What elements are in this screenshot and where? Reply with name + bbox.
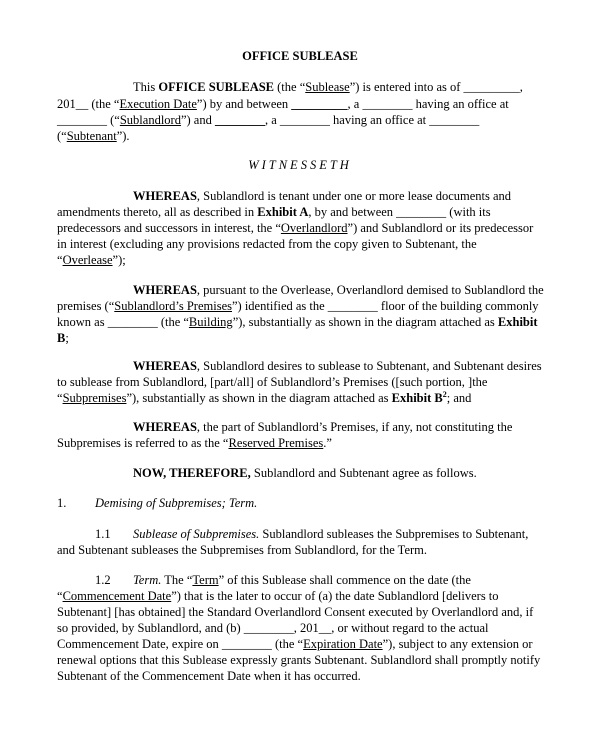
section-1-1-line-1: Sublease of Subpremises. Sublandlord subleases the Subpremises to Subtenant, [133,527,529,541]
whereas-1-line-1: WHEREAS, Sublandlord is tenant under one or more lease documents and [133,189,512,203]
whereas-1-line-5: “Overlease”); [57,253,126,267]
section-1-2-line-3: Subtenant] [has obtained] the Standard Overlandlord Consent executed by Overlandlord and, if [57,605,534,619]
whereas-1-line-2: amendments thereto, all as described in Exhibit A, by and between ________ (with its [57,205,491,219]
section-1-2-line-6: renewal options that this Sublease expressly grants Subtenant. Sublandlord shall promptly notify [57,653,541,667]
section-1-number: 1. [57,496,67,510]
section-1-1-number: 1.1 [95,527,111,541]
intro-line-4: (“Subtenant”). [57,129,130,143]
whereas-3-line-1: WHEREAS, Sublandlord desires to sublease to Subtenant, and Subtenant desires [133,359,542,373]
section-1-2-line-7: Subtenant of the Commencement Date when it has occurred. [57,669,361,683]
intro-line-1: This OFFICE SUBLEASE (the “Sublease”) is entered into as of _________, [133,80,523,94]
whereas-1-line-4: in interest (excluding any provisions redacted from the copy given to Subtenant, the [57,237,477,251]
whereas-1-line-3: predecessors and successors in interest, the “Overlandlord”) and Sublandlord or its predecessor [57,221,534,235]
section-1-2-line-5: Commencement Date, expire on ________ (the “Expiration Date”), subject to any extension or [57,637,533,651]
whereas-3-line-2: to sublease from Sublandlord, [part/all] of Sublandlord’s Premises ([such portion, ]the [57,375,488,389]
whereas-3-line-3: “Subpremises”), substantially as shown in the diagram attached as Exhibit $B^2$; and [57,389,472,405]
whereas-2-line-1: WHEREAS, pursuant to the Overlease, Overlandlord demised to Sublandlord the [133,283,544,297]
section-1-2-line-1: Term. The “Term” of this Sublease shall commence on the date (the [133,573,471,587]
whereas-2-line-3: known as ________ (the “Building”), substantially as shown in the diagram attached as Exhibit [57,315,538,329]
section-1-2-line-4: so provided, by Sublandlord, and (b) ________, 201__, or without regard to the actual [57,621,489,635]
whereas-2-line-2: premises (“Sublandlord’s Premises”) identified as the ________ floor of the building commonly [57,299,539,313]
intro-line-3: ________ (“Sublandlord”) and ________, a ________ having an office at ________ [57,113,480,127]
whereas-2-line-4: B; [57,331,69,345]
intro-line-2: 201__ (the “Execution Date”) by and between _________, a ________ having an office at [57,97,509,111]
whereas-4-line-2: Subpremises is referred to as the “Reserved Premises.” [57,436,332,450]
section-1-1-line-2: and Subtenant subleases the Subpremises from Sublandlord, for the Term. [57,543,428,557]
now-therefore-line: NOW, THEREFORE, Sublandlord and Subtenant agree as follows. [133,466,477,480]
page-title: OFFICE SUBLEASE [242,49,358,63]
whereas-4-line-1: WHEREAS, the part of Sublandlord’s Premises, if any, not constituting the [133,420,513,434]
section-1-title: Demising of Subpremises; Term. [95,496,258,510]
section-1-2-number: 1.2 [95,573,111,587]
witnesseth-heading: WITNESSETH [248,158,352,172]
section-1-2-line-2: “Commencement Date”) that is the later to occur of (a) the date Sublandlord [delivers to [57,589,499,603]
